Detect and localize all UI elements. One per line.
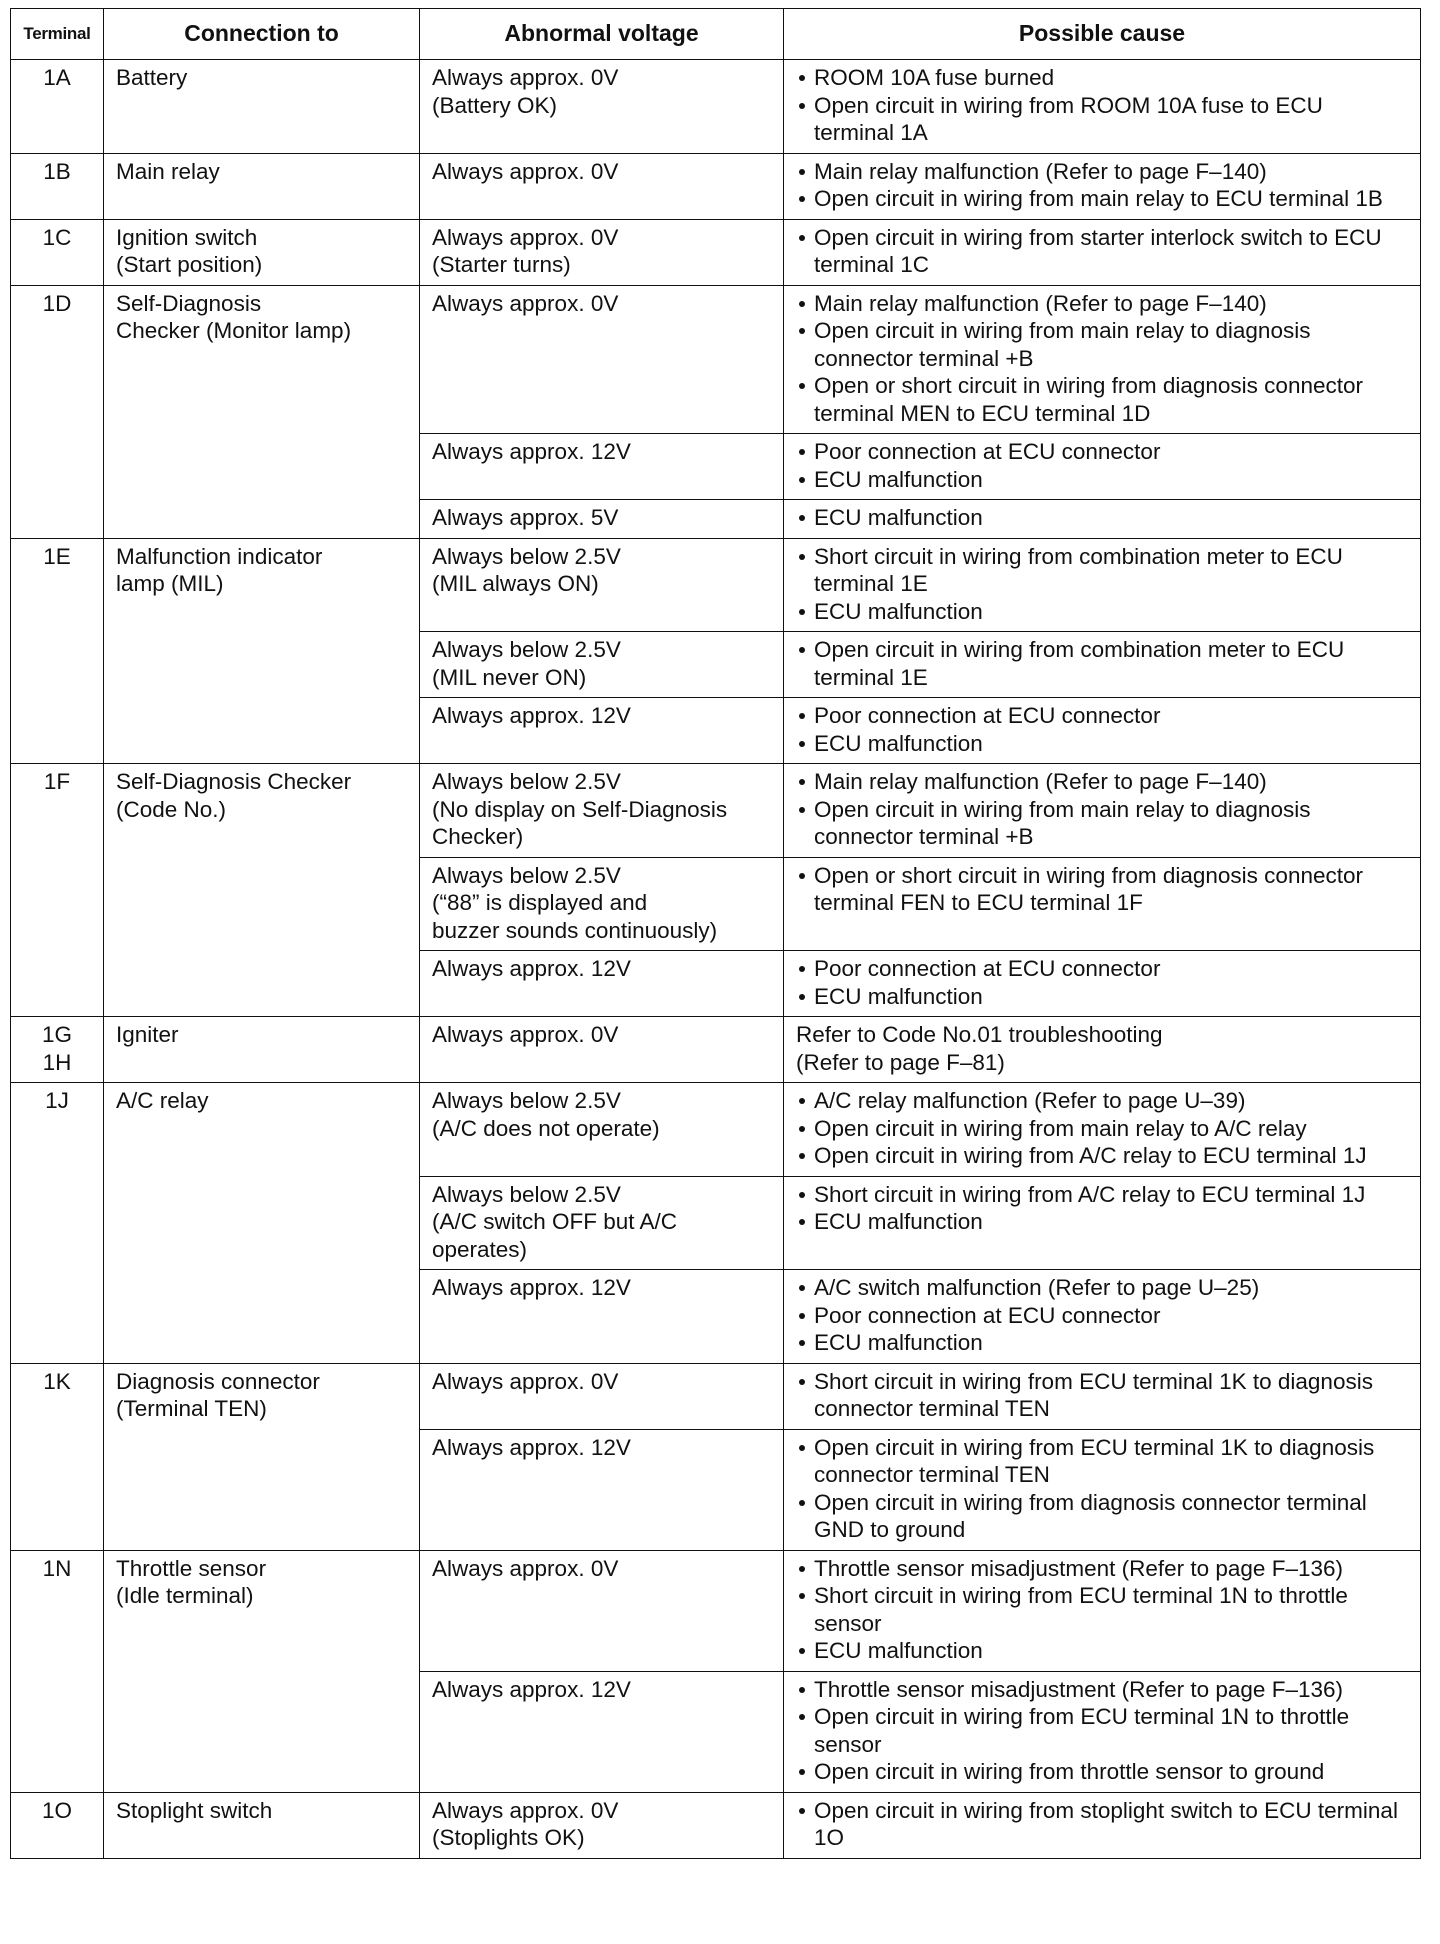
terminal-label: 1C (42, 224, 72, 250)
cause-cell (784, 1363, 1421, 1429)
cause-list (796, 702, 1408, 757)
connection-label: Ignition switch (116, 224, 258, 250)
cause-item: ECU malfunction (796, 466, 1408, 494)
voltage-text: (Starter turns) (432, 252, 571, 277)
connection-cell (104, 153, 420, 219)
cause-list (796, 543, 1408, 626)
header-abnormal-voltage: Abnormal voltage (420, 9, 784, 60)
connection-cell (104, 1792, 420, 1858)
cause-item: Short circuit in wiring from ECU terminal 1N to throttle sensor (796, 1582, 1408, 1637)
voltage-text: Always approx. 0V (432, 65, 619, 90)
connection-label: Checker (Monitor lamp) (116, 318, 352, 343)
terminal-label: 1A (43, 65, 71, 90)
cause-cell (784, 764, 1421, 858)
connection-label: Igniter (116, 1022, 179, 1047)
cause-item: ROOM 10A fuse burned (796, 64, 1408, 92)
cause-list (796, 438, 1408, 493)
cause-cell (784, 698, 1421, 764)
voltage-text: (A/C does not operate) (432, 1115, 660, 1141)
cause-item: Short circuit in wiring from combination meter to ECU terminal 1E (796, 543, 1408, 598)
connection-label: Malfunction indicator (116, 543, 323, 569)
cause-cell (784, 434, 1421, 500)
cause-item: Short circuit in wiring from ECU terminal 1K to diagnosis connector terminal TEN (796, 1368, 1408, 1423)
table-row (11, 219, 1421, 285)
cause-cell (784, 1792, 1421, 1858)
cause-list (796, 1434, 1408, 1544)
cause-text: Refer to Code No.01 troubleshooting (796, 1022, 1163, 1047)
cause-item: Open circuit in wiring from ECU terminal 1N to throttle sensor (796, 1703, 1408, 1758)
connection-label: (Code No.) (116, 796, 227, 822)
terminal-label: 1D (42, 290, 72, 316)
voltage-cell (420, 1270, 784, 1364)
header-terminal: Terminal (11, 9, 104, 60)
voltage-cell (420, 764, 784, 858)
document-page (10, 8, 1420, 1859)
voltage-text: Always below 2.5V (432, 1181, 621, 1207)
cause-cell (784, 1429, 1421, 1550)
voltage-cell (420, 857, 784, 951)
voltage-text: Always approx. 12V (432, 956, 631, 981)
cause-list (796, 768, 1408, 851)
voltage-text: Always below 2.5V (432, 543, 621, 569)
connection-cell (104, 60, 420, 154)
cause-text: (Refer to page F–81) (796, 1049, 1005, 1075)
voltage-cell (420, 1792, 784, 1858)
connection-label: Throttle sensor (116, 1555, 267, 1581)
connection-label: Diagnosis connector (116, 1368, 320, 1394)
cause-item: ECU malfunction (796, 730, 1408, 758)
cause-list (796, 1181, 1408, 1236)
connection-label: (Start position) (116, 252, 263, 277)
voltage-cell (420, 1550, 784, 1671)
cause-item: Open circuit in wiring from throttle sensor to ground (796, 1758, 1408, 1786)
terminal-cell (11, 219, 104, 285)
voltage-cell (420, 1017, 784, 1083)
cause-list (796, 1368, 1408, 1423)
terminal-cell (11, 1017, 104, 1083)
voltage-text: operates) (432, 1236, 528, 1262)
cause-item: Main relay malfunction (Refer to page F–140) (796, 158, 1408, 186)
cause-cell (784, 1671, 1421, 1792)
voltage-text: Always approx. 0V (432, 1555, 619, 1581)
ecu-terminal-voltage-table (10, 8, 1421, 1859)
cause-item: Open circuit in wiring from ROOM 10A fuse to ECU terminal 1A (796, 92, 1408, 147)
voltage-cell (420, 951, 784, 1017)
connection-cell (104, 1363, 420, 1550)
voltage-text: Checker) (432, 824, 524, 849)
terminal-cell (11, 1363, 104, 1550)
cause-list (796, 64, 1408, 147)
table-row (11, 60, 1421, 154)
cause-item: Short circuit in wiring from A/C relay to ECU terminal 1J (796, 1181, 1408, 1209)
cause-cell (784, 285, 1421, 434)
terminal-label: 1N (42, 1555, 72, 1581)
connection-cell (104, 1083, 420, 1364)
connection-label: Main relay (116, 158, 220, 184)
cause-item: ECU malfunction (796, 1637, 1408, 1665)
cause-list (796, 636, 1408, 691)
connection-label: Self-Diagnosis Checker (116, 769, 352, 794)
voltage-cell (420, 1429, 784, 1550)
voltage-cell (420, 632, 784, 698)
connection-cell (104, 1017, 420, 1083)
cause-item: ECU malfunction (796, 1329, 1408, 1357)
cause-list (796, 1087, 1408, 1170)
terminal-label: 1K (43, 1368, 71, 1394)
table-body (11, 60, 1421, 1859)
voltage-text: (“88” is displayed and (432, 890, 648, 915)
terminal-label: 1O (41, 1797, 72, 1823)
table-row (11, 1083, 1421, 1177)
table-header-row (11, 9, 1421, 60)
terminal-cell (11, 538, 104, 764)
cause-cell (784, 857, 1421, 951)
cause-item: Open circuit in wiring from combination meter to ECU terminal 1E (796, 636, 1408, 691)
terminal-label: 1F (43, 769, 71, 794)
terminal-cell (11, 153, 104, 219)
cause-item: Poor connection at ECU connector (796, 1302, 1408, 1330)
voltage-cell (420, 434, 784, 500)
cause-item: Open circuit in wiring from A/C relay to ECU terminal 1J (796, 1142, 1408, 1170)
cause-cell (784, 538, 1421, 632)
voltage-text: Always below 2.5V (432, 769, 621, 794)
cause-item: Open circuit in wiring from starter interlock switch to ECU terminal 1C (796, 224, 1408, 279)
cause-item: Open circuit in wiring from main relay to diagnosis connector terminal +B (796, 796, 1408, 851)
connection-label: A/C relay (116, 1088, 209, 1113)
voltage-cell (420, 1363, 784, 1429)
voltage-text: Always below 2.5V (432, 637, 621, 662)
cause-item: Open circuit in wiring from main relay to A/C relay (796, 1115, 1408, 1143)
cause-item: Main relay malfunction (Refer to page F–140) (796, 290, 1408, 318)
connection-cell (104, 764, 420, 1017)
voltage-text: Always approx. 12V (432, 1434, 631, 1460)
header-connection: Connection to (104, 9, 420, 60)
voltage-text: (MIL always ON) (432, 571, 599, 596)
cause-item: Open or short circuit in wiring from diagnosis connector terminal MEN to ECU terminal 1D (796, 372, 1408, 427)
cause-list (796, 1797, 1408, 1852)
voltage-text: (Battery OK) (432, 92, 558, 118)
cause-item: Open circuit in wiring from stoplight switch to ECU terminal 1O (796, 1797, 1408, 1852)
cause-item: A/C relay malfunction (Refer to page U–39) (796, 1087, 1408, 1115)
voltage-text: Always approx. 0V (432, 158, 619, 184)
connection-label: lamp (MIL) (116, 571, 224, 596)
cause-cell (784, 219, 1421, 285)
cause-cell (784, 1270, 1421, 1364)
voltage-cell (420, 1671, 784, 1792)
connection-cell (104, 219, 420, 285)
voltage-text: buzzer sounds continuously) (432, 917, 718, 943)
terminal-label: 1J (45, 1088, 69, 1113)
table-row (11, 1792, 1421, 1858)
table-row (11, 538, 1421, 632)
cause-item: Poor connection at ECU connector (796, 955, 1408, 983)
cause-cell (784, 1176, 1421, 1270)
voltage-text: (A/C switch OFF but A/C (432, 1209, 678, 1234)
cause-item: Main relay malfunction (Refer to page F–140) (796, 768, 1408, 796)
cause-item: Open circuit in wiring from main relay to diagnosis connector terminal +B (796, 317, 1408, 372)
cause-list (796, 504, 1408, 532)
table-row (11, 764, 1421, 858)
connection-cell (104, 1550, 420, 1792)
connection-label: Battery (116, 65, 188, 90)
voltage-text: Always approx. 0V (432, 224, 619, 250)
voltage-text: Always approx. 5V (432, 505, 619, 530)
cause-item: ECU malfunction (796, 598, 1408, 626)
voltage-text: Always approx. 12V (432, 439, 631, 464)
cause-item: ECU malfunction (796, 1208, 1408, 1236)
cause-list (796, 1274, 1408, 1357)
connection-label: Stoplight switch (116, 1797, 273, 1823)
cause-cell (784, 1083, 1421, 1177)
voltage-cell (420, 153, 784, 219)
connection-label: (Terminal TEN) (116, 1396, 267, 1421)
voltage-text: Always approx. 0V (432, 1797, 619, 1823)
connection-label: Self-Diagnosis (116, 290, 262, 316)
terminal-label: 1G (41, 1022, 72, 1047)
voltage-text: Always below 2.5V (432, 1088, 621, 1113)
voltage-cell (420, 1176, 784, 1270)
cause-item: Throttle sensor misadjustment (Refer to page F–136) (796, 1676, 1408, 1704)
terminal-label: 1E (43, 543, 71, 569)
table-row (11, 1550, 1421, 1671)
voltage-cell (420, 538, 784, 632)
voltage-cell (420, 698, 784, 764)
cause-list (796, 862, 1408, 917)
voltage-cell (420, 219, 784, 285)
voltage-text: (MIL never ON) (432, 664, 587, 690)
cause-list (796, 224, 1408, 279)
voltage-text: Always approx. 0V (432, 290, 619, 316)
cause-list (796, 158, 1408, 213)
terminal-label: 1H (42, 1049, 72, 1075)
voltage-text: Always approx. 0V (432, 1022, 619, 1047)
cause-item: ECU malfunction (796, 983, 1408, 1011)
table-row (11, 153, 1421, 219)
terminal-cell (11, 60, 104, 154)
terminal-cell (11, 285, 104, 538)
voltage-text: Always approx. 12V (432, 703, 631, 728)
voltage-text: Always below 2.5V (432, 862, 621, 888)
cause-list (796, 1676, 1408, 1786)
voltage-text: (Stoplights OK) (432, 1825, 585, 1850)
header-possible-cause: Possible cause (784, 9, 1421, 60)
voltage-cell (420, 1083, 784, 1177)
cause-cell (784, 632, 1421, 698)
cause-item: Open circuit in wiring from main relay to ECU terminal 1B (796, 185, 1408, 213)
voltage-cell (420, 500, 784, 539)
cause-list (796, 1555, 1408, 1665)
voltage-text: (No display on Self-Diagnosis (432, 796, 728, 822)
cause-item: Poor connection at ECU connector (796, 438, 1408, 466)
cause-item: Throttle sensor misadjustment (Refer to page F–136) (796, 1555, 1408, 1583)
voltage-text: Always approx. 12V (432, 1275, 631, 1300)
cause-item: Open circuit in wiring from diagnosis connector terminal GND to ground (796, 1489, 1408, 1544)
connection-cell (104, 538, 420, 764)
connection-cell (104, 285, 420, 538)
table-row (11, 1363, 1421, 1429)
cause-item: A/C switch malfunction (Refer to page U–25) (796, 1274, 1408, 1302)
cause-cell (784, 60, 1421, 154)
terminal-cell (11, 764, 104, 1017)
voltage-text: Always approx. 0V (432, 1368, 619, 1394)
voltage-cell (420, 285, 784, 434)
cause-item: Poor connection at ECU connector (796, 702, 1408, 730)
terminal-label: 1B (43, 158, 71, 184)
cause-cell (784, 500, 1421, 539)
cause-list (796, 955, 1408, 1010)
table-row (11, 1017, 1421, 1083)
cause-cell (784, 153, 1421, 219)
terminal-cell (11, 1550, 104, 1792)
terminal-cell (11, 1083, 104, 1364)
cause-list (796, 290, 1408, 428)
cause-cell (784, 1550, 1421, 1671)
cause-cell (784, 951, 1421, 1017)
cause-item: ECU malfunction (796, 504, 1408, 532)
table-row (11, 285, 1421, 434)
terminal-cell (11, 1792, 104, 1858)
voltage-text: Always approx. 12V (432, 1676, 631, 1702)
cause-cell (784, 1017, 1421, 1083)
cause-item: Open or short circuit in wiring from diagnosis connector terminal FEN to ECU terminal 1F (796, 862, 1408, 917)
connection-label: (Idle terminal) (116, 1583, 254, 1608)
cause-item: Open circuit in wiring from ECU terminal 1K to diagnosis connector terminal TEN (796, 1434, 1408, 1489)
voltage-cell (420, 60, 784, 154)
